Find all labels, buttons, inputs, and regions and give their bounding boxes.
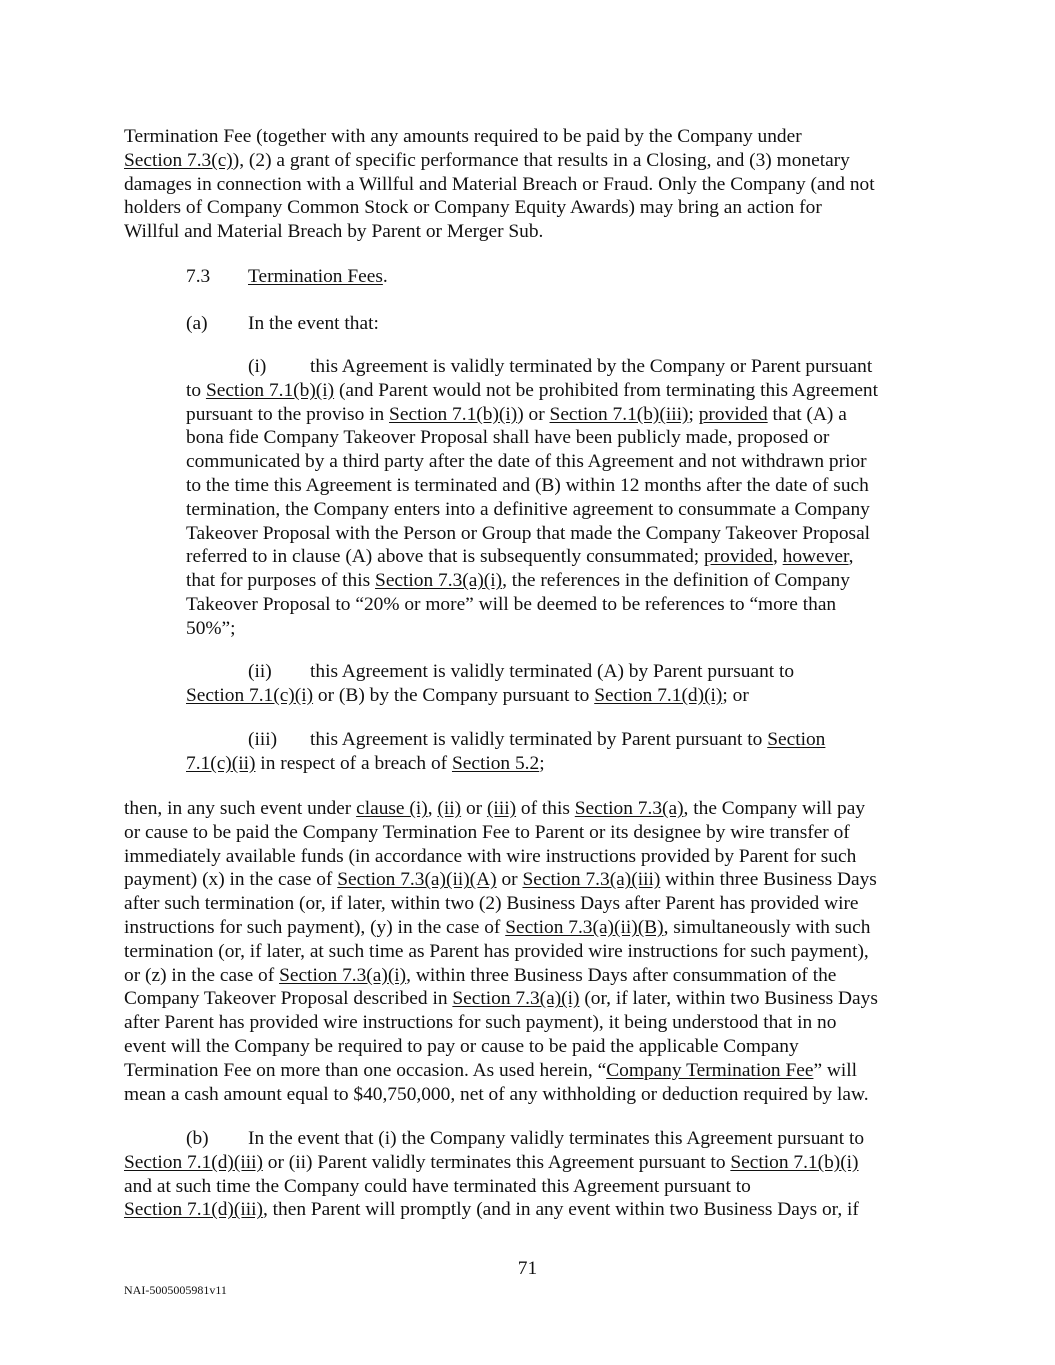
text-line (186, 474, 878, 498)
text: within three Business Days (660, 869, 877, 891)
text-line (186, 355, 878, 379)
clause-label: (iii) (248, 729, 278, 750)
text: referred to in clause (A) above that is subsequently consummated; (186, 546, 704, 568)
text: pursuant to the proviso in (186, 403, 390, 425)
text: , the Company will pay (683, 798, 866, 819)
defined-term: provided (704, 546, 773, 568)
text: 50%”; (186, 617, 236, 639)
text: , simultaneously with such (663, 916, 871, 938)
document-id: NAI-5005005981v11 (124, 1283, 227, 1297)
text: then, in any such event under (124, 798, 357, 819)
text: or cause to be paid the Company Termination Fee to Parent or its designee by wire transfer of (124, 821, 850, 843)
text: or (z) in the case of (124, 964, 280, 986)
text: bona fide Company Takeover Proposal shall have been publicly made, proposed or (186, 427, 830, 449)
text: communicated by a third party after the date of this Agreement and not withdrawn prior (186, 451, 867, 473)
section-reference: 7.1(c)(ii) (186, 752, 256, 774)
page-number: 71 (517, 1258, 538, 1279)
text: Willful and Material Breach by Parent or Merger Sub. (124, 221, 544, 243)
paragraph-termination-fee-continued (124, 125, 875, 244)
text-line (186, 498, 878, 522)
section-heading-7-3 (186, 265, 388, 289)
text-line (186, 379, 878, 403)
text-line (186, 265, 388, 289)
clause-i (186, 355, 878, 641)
section-reference: Section 7.1(d)(i) (594, 684, 723, 706)
section-reference: Section 7.3(a)(i) (279, 964, 407, 986)
paragraph-then-payment (124, 797, 878, 1106)
text: to the time this Agreement is terminated and (B) within 12 months after the date of such (186, 474, 869, 496)
text: ; or (722, 684, 749, 706)
text-line (186, 545, 878, 569)
text-line (124, 1151, 864, 1175)
text-line (124, 1175, 864, 1199)
clause-ii (186, 660, 794, 708)
text: , within three Business Days after consummation of the (406, 964, 837, 986)
section-reference: Section 7.1(d)(iii) (124, 1199, 263, 1221)
text: mean a cash amount equal to $40,750,000, net of any withholding or deduction required by law. (124, 1083, 869, 1105)
text: , the references in the definition of Company (502, 570, 850, 592)
text: ), (2) a grant of specific performance that results in a Closing, and (3) monetary (232, 149, 850, 171)
text: (and Parent would not be prohibited from terminating this Agreement (334, 379, 879, 401)
text: or (B) by the Company pursuant to (313, 684, 595, 706)
text: or (ii) Parent validly terminates this Agreement pursuant to (262, 1151, 731, 1173)
section-reference: Section 7.3(a)(iii) (522, 869, 661, 891)
text-line (124, 1198, 864, 1222)
section-reference: Section 7.1(c)(i) (186, 684, 314, 706)
text: Takeover Proposal with the Person or Group that made the Company Takeover Proposal (186, 522, 871, 544)
text-line (124, 916, 878, 940)
clause-reference: (iii) (486, 798, 517, 819)
text: . (382, 266, 388, 287)
text-line (186, 312, 379, 336)
text-line (124, 1127, 864, 1151)
text: termination, the Company enters into a definitive agreement to consummate a Company (186, 498, 870, 520)
text-line (124, 845, 878, 869)
subsection-b (124, 1127, 864, 1222)
section-reference: Section 7.1(b)(i) (389, 403, 518, 425)
text: , (848, 546, 854, 568)
section-reference: Section 7.1(b)(iii) (549, 403, 689, 425)
text: and at such time the Company could have terminated this Agreement pursuant to (124, 1175, 751, 1197)
text: , then Parent will promptly (and in any event within two Business Days or, if (262, 1199, 859, 1221)
section-reference: Section 7.3(a)(i) (452, 988, 580, 1010)
clause-label: (a) (186, 313, 208, 334)
text: event will the Company be required to pay or cause to be paid the applicable Company (124, 1035, 799, 1057)
text-line (124, 1083, 878, 1107)
text: In the event that: (248, 313, 379, 334)
text: Termination Fee (together with any amounts required to be paid by the Company under (124, 126, 802, 147)
text-line (124, 1059, 878, 1083)
text-line (124, 868, 878, 892)
text-line (124, 1035, 878, 1059)
section-reference: Section 7.1(d)(iii) (124, 1151, 263, 1173)
text-line (186, 403, 878, 427)
text-line (124, 987, 878, 1011)
text-line (124, 196, 875, 220)
text: payment) (x) in the case of (124, 869, 338, 891)
text: ” will (813, 1059, 858, 1081)
text-line (186, 593, 878, 617)
section-reference: Section 7.1(b)(i) (730, 1151, 859, 1173)
text: this Agreement is validly terminated by Parent pursuant to (310, 729, 768, 750)
clause-iii (186, 728, 825, 776)
text: ; (539, 752, 545, 774)
text-line (186, 660, 794, 684)
text-line (124, 821, 878, 845)
text: or (496, 869, 523, 891)
text: instructions for such payment), (y) in the case of (124, 916, 506, 938)
text-line (124, 149, 875, 173)
text: damages in connection with a Willful and Material Breach or Fraud. Only the Company (and not (124, 173, 875, 195)
text-line (186, 752, 825, 776)
text-line (186, 522, 878, 546)
text: ) or (517, 403, 550, 425)
text-line (124, 940, 878, 964)
text: of this (516, 798, 575, 819)
text: to (186, 379, 206, 401)
text: ; (688, 403, 699, 425)
clause-reference: clause (i) (356, 798, 428, 819)
text-line (186, 684, 794, 708)
text: Company Takeover Proposal described in (124, 988, 453, 1010)
text-line (124, 173, 875, 197)
text-line (124, 892, 878, 916)
section-reference: Section 7.1(b)(i) (205, 379, 335, 401)
section-reference: Section 7.3(a) (574, 798, 684, 819)
text: that for purposes of this (186, 570, 376, 592)
clause-reference: (ii) (437, 798, 462, 819)
text: in respect of a breach of (255, 752, 452, 774)
text: , (427, 798, 438, 819)
text: this Agreement is validly terminated by the Company or Parent pursuant (310, 356, 873, 377)
section-reference: Section 7.3(a)(ii)(B) (505, 916, 664, 938)
section-reference: Section 7.3(a)(i) (375, 570, 503, 592)
text: Termination Fee on more than one occasion. As used herein, “ (124, 1059, 607, 1081)
text-line (124, 1011, 878, 1035)
text: this Agreement is validly terminated (A) by Parent pursuant to (310, 661, 795, 682)
clause-label: (ii) (248, 661, 272, 682)
defined-term: Company Termination Fee (606, 1059, 814, 1081)
section-number: 7.3 (186, 266, 211, 287)
section-reference: Section 7.3(c) (124, 149, 233, 171)
text: Takeover Proposal to “20% or more” will be deemed to be references to “more than (186, 593, 837, 615)
section-reference: Section 5.2 (451, 752, 540, 774)
text: after Parent has provided wire instructions for such payment), it being understood that in no (124, 1012, 837, 1034)
text: after such termination (or, if later, within two (2) Business Days after Parent has provided wire (124, 893, 859, 915)
defined-term: provided (698, 403, 768, 425)
section-title: Termination Fees (248, 266, 383, 287)
text: or (461, 798, 487, 819)
text-line (124, 220, 875, 244)
text-line (186, 450, 878, 474)
section-reference: Section 7.3(a)(ii)(A) (337, 869, 497, 891)
text-line (124, 797, 878, 821)
text-line (124, 964, 878, 988)
text-line (186, 728, 825, 752)
text: (or, if later, within two Business Days (579, 988, 878, 1010)
text: that (A) a (767, 403, 847, 425)
text: , (772, 546, 783, 568)
text: termination (or, if later, at such time as Parent has provided wire instructions for such payment), (124, 940, 869, 962)
text: immediately available funds (in accordance with wire instructions provided by Parent for such (124, 845, 857, 867)
clause-label: (b) (186, 1128, 209, 1149)
text: In the event that (i) the Company validly terminates this Agreement pursuant to (248, 1128, 865, 1149)
text-line (186, 617, 878, 641)
text-line (124, 125, 875, 149)
text-line (186, 426, 878, 450)
text: holders of Company Common Stock or Company Equity Awards) may bring an action for (124, 197, 822, 219)
clause-label: (i) (248, 356, 267, 377)
text-line (186, 569, 878, 593)
section-reference: Section (767, 729, 826, 750)
subsection-a-intro (186, 312, 379, 336)
defined-term: however (782, 546, 849, 568)
